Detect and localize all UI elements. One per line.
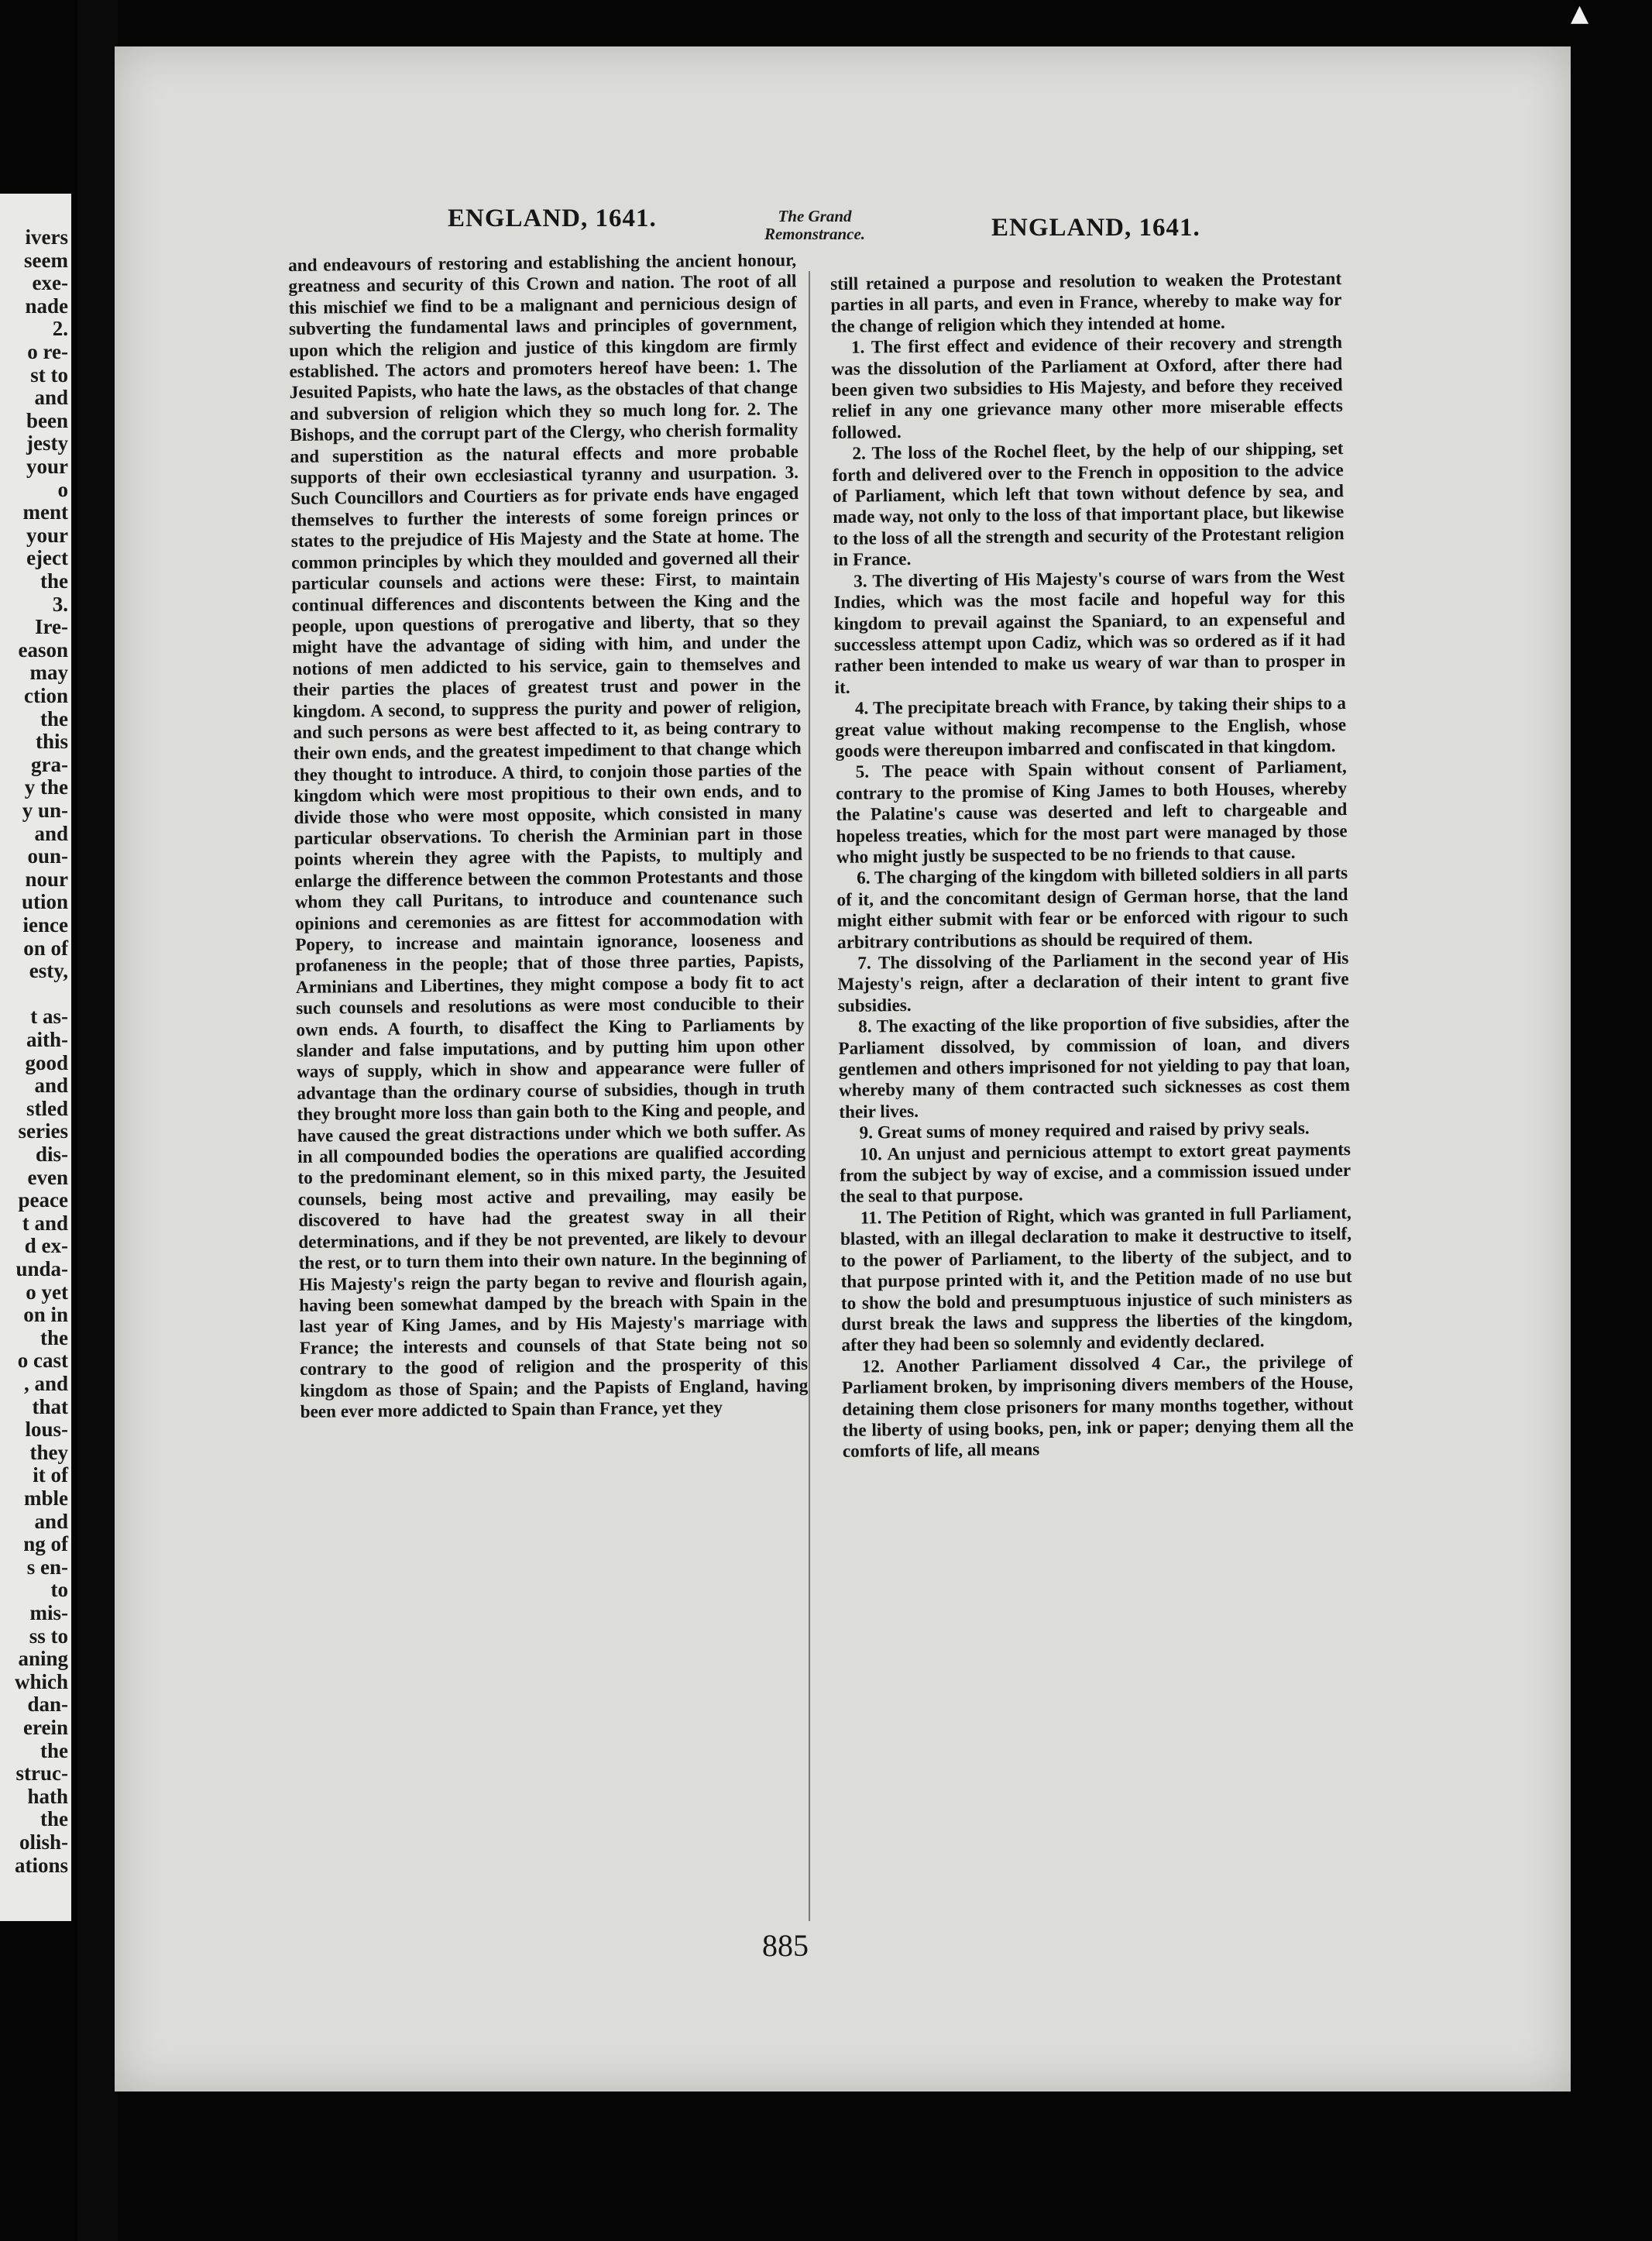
margin-fragment: s en-: [26, 1555, 68, 1579]
margin-fragment: been: [26, 408, 68, 432]
margin-fragment: esty,: [29, 959, 68, 983]
margin-fragment: it of: [33, 1463, 68, 1487]
margin-fragment: the: [40, 1738, 68, 1762]
paragraph: 6. The charging of the kingdom with billeted soldiers in all parts of it, and the concomitant design of German horse, that the land might either submit with fear or be enforced with rigour to such arbitrary contributions as should be required of them.: [836, 863, 1348, 953]
paragraph: 12. Another Parliament dissolved 4 Car., the privilege of Parliament broken, by imprisoning divers members of the House, detaining them close prisoners for many months together, without the liberty of using books, pen, ink or paper; denying them all the comforts of life, all means: [841, 1351, 1354, 1462]
margin-fragment: olish-: [19, 1830, 68, 1854]
margin-fragment: dis-: [35, 1143, 68, 1166]
column-rule: [809, 271, 810, 1921]
margin-fragment: ution: [21, 890, 68, 914]
margin-fragment: lous-: [25, 1418, 68, 1442]
paragraph: 2. The loss of the Rochel fleet, by the help of our shipping, set forth and delivered over to the French in opposition to the advice of Parliament, which left that town without defence by sea, and made way, not only to the loss of that important place, but likewise to the loss of all the strength and security of the Protestant religion in France.: [832, 438, 1345, 571]
margin-fragment: o: [57, 477, 68, 501]
margin-fragment: d ex-: [24, 1234, 68, 1258]
margin-fragment: hath: [27, 1784, 68, 1808]
margin-fragment: Ire-: [35, 615, 68, 639]
margin-fragment: st to: [30, 363, 68, 387]
margin-fragment: the: [40, 1325, 68, 1349]
margin-fragment: that: [32, 1394, 68, 1418]
paragraph: 8. The exacting of the like proportion of five subsidies, after the Parliament dissolved, by commission of loan, and divers gentlemen and others imprisoned for not yielding to pay that loan, whereby many of them contracted such sicknesses as cost them their lives.: [838, 1012, 1351, 1122]
margin-fragment: series: [18, 1119, 68, 1143]
running-head-left: ENGLAND, 1641.: [448, 205, 657, 232]
margin-fragment: jesty: [26, 431, 68, 455]
margin-fragment: , and: [23, 1372, 68, 1395]
facing-page-fragment: [0, 194, 71, 1921]
paragraph: and endeavours of restoring and establishing the ancient honour, greatness and security of this Crown and nation. The root of all this mischief we find to be a malignant and pernicious design of subverting the fundamental laws and principles of government, upon which the religion and justice of this kingdom are firmly established. The actors and promoters hereof have been: 1. The Jesuited Papists, who hate the laws, as the obstacles of that change and subversion of religion which they so much long for. 2. The Bishops, and the corrupt part of the Clergy, who cherish formality and superstition as the natural effects and more probable supports of their own ecclesiastical tyranny and usurpation. 3. Such Councillors and Courtiers as for private ends have engaged themselves to further the interests of some foreign princes or states to the prejudice of His Majesty and the State at home. The common principles by which they moulded and governed all their particular counsels and actions were these: First, to maintain continual differences and discontents between the King and the people, upon questions of prerogative and liberty, that so they might have the advantage of siding with him, and under the notions of men addicted to his service, gain to themselves and their parties the places of greatest trust and power in the kingdom. A second, to suppress the purity and power of religion, and such persons as were best affected to it, as being contrary to their own ends, and the greatest impediment to that change which they thought to introduce. A third, to conjoin those parties of the kingdom which were most propitious to their own ends, and to divide those who were most opposite, which consisted in many particular observations. To cherish the Arminian part in those points wherein they agree with the Papists, to multiply and enlarge the difference between the common Protestants and those whom they call Puritans, to introduce and countenance such opinions and ceremonies as are fittest for accommodation with Popery, to increase and maintain ignorance, looseness and profaneness in the people; that of those three parties, Papists, Arminians and Libertines, they might compose a body fit to act such counsels and resolutions as were most conducible to their own ends. A fourth, to disaffect the King to Parliaments by slander and false imputations, and by putting him upon other ways of supply, which in show and appearance were fuller of advantage than the ordinary course of subsidies, though in truth they brought more loss than gain both to the King and people, and have caused the great distractions under which we both suffer. As in all compounded bodies the operations are qualified according to the predominant element, so in this mixed party, the Jesuited counsels, being most active and prevailing, may easily be discovered to have had the greatest sway in all their determinations, and if they be not prevented, are likely to devour the rest, or to turn them into their own nature. In the beginning of His Majesty's reign the party began to revive and flourish again, having been somewhat damped by the breach with Spain in the last year of King James, and by His Majesty's marriage with France; the interests and counsels of that State being not so contrary to the good of religion and the prosperity of this kingdom as those of Spain; and the Papists of England, having been ever more addicted to Spain than France, yet they: [288, 250, 809, 1422]
margin-fragment: t as-: [30, 1005, 68, 1029]
margin-fragment: o re-: [27, 340, 68, 363]
right-column: [830, 269, 1354, 1463]
margin-fragment: ivers: [25, 225, 68, 249]
corner-marker-icon: ▲: [1571, 0, 1589, 27]
margin-fragment: ng of: [23, 1532, 68, 1556]
margin-fragment: your: [26, 523, 68, 547]
margin-fragment: which: [14, 1669, 68, 1693]
margin-fragment: y un-: [22, 799, 68, 822]
margin-fragment: this: [35, 730, 68, 754]
margin-fragment: aning: [18, 1647, 68, 1671]
margin-fragment: ations: [14, 1853, 68, 1877]
paragraph: 10. An unjust and pernicious attempt to extort great payments from the subject by way of excise, and a commission issued under the seal to that purpose.: [840, 1139, 1351, 1208]
running-head-center: [745, 208, 884, 243]
paragraph: 7. The dissolving of the Parliament in the second year of His Majesty's reign, after a declaration of their intent to grant five subsidies.: [837, 948, 1349, 1016]
page-number: 885: [762, 1928, 809, 1963]
margin-fragment: 3.: [52, 592, 68, 616]
margin-fragment: peace: [18, 1188, 68, 1212]
margin-fragment: seem: [24, 248, 68, 272]
margin-fragment: oun-: [27, 844, 68, 868]
paragraph: 9. Great sums of money required and raised by privy seals.: [859, 1118, 1310, 1143]
margin-fragment: eject: [26, 546, 68, 570]
margin-fragment: aith-: [26, 1028, 68, 1051]
margin-fragment: dan-: [27, 1693, 68, 1717]
paragraph: 11. The Petition of Right, which was granted in full Parliament, blasted, with an illegal declaration to make it destructive to itself, to the power of Parliament, to the liberty of the subject, and to that purpose printed with it, and the Petition made of no use but to show the bold and presumptuous injustice of such ministers as durst break the laws and suppress the liberties of the kingdom, after they had been so solemnly and evidently declared.: [840, 1202, 1353, 1356]
running-head-center-line1: The Grand: [778, 207, 852, 225]
left-column: [288, 250, 809, 1423]
margin-fragment: the: [40, 1807, 68, 1831]
margin-fragment: o cast: [17, 1349, 68, 1373]
margin-fragment: and: [34, 1509, 68, 1533]
paragraph: 3. The diverting of His Majesty's course of wars from the West Indies, which was the most facile and hopeful way for this kingdom to prevail against the Spaniard, to an expenseful and successless attempt upon Cadiz, which was so ordered as if it had rather been intended to make us weary of war than to prosper in it.: [833, 565, 1346, 698]
paragraph: 5. The peace with Spain without consent of Parliament, contrary to the promise of King James to both Houses, whereby the Palatine's cause was deserted and left to chargeable and hopeless treaties, which for the most part were managed by those who might justly be suspected to be no friends to that cause.: [835, 757, 1348, 868]
margin-fragment: and: [34, 1074, 68, 1098]
margin-fragment: unda-: [15, 1257, 68, 1280]
running-head-right: ENGLAND, 1641.: [991, 214, 1200, 242]
paragraph: 4. The precipitate breach with France, by taking their ships to a great value without making recompense to the English, whose goods were thereupon imbarred and confiscated in that kingdom.: [835, 693, 1347, 761]
margin-fragment: struc-: [15, 1762, 68, 1786]
margin-fragment: stled: [26, 1096, 68, 1120]
margin-fragment: ment: [22, 500, 68, 524]
margin-fragment: ss to: [29, 1624, 68, 1648]
paragraph: still retained a purpose and resolution to weaken the Protestant parties in all parts, and even in France, whereby to make way for the change of religion which they intended at home.: [830, 269, 1342, 337]
margin-fragment: 2.: [52, 317, 68, 341]
margin-fragment: t and: [22, 1211, 68, 1235]
margin-fragment: and: [34, 386, 68, 410]
paragraph: 1. The first effect and evidence of their recovery and strength was the dissolution of the Parliament at Oxford, after there had been given two subsidies to His Majesty, and before they received relief in any one grievance many other more miserable effects followed.: [831, 332, 1343, 443]
margin-fragment: your: [26, 455, 68, 478]
margin-fragment: the: [40, 706, 68, 730]
running-head-center-line2: Remonstrance.: [764, 225, 866, 243]
margin-fragment: the: [40, 569, 68, 593]
margin-fragment: y the: [24, 775, 68, 799]
margin-fragment: exe-: [32, 271, 68, 295]
margin-fragment: eason: [18, 638, 68, 662]
margin-fragment: mis-: [29, 1601, 68, 1624]
margin-fragment: on of: [23, 936, 68, 960]
margin-fragment: even: [27, 1165, 68, 1189]
margin-fragment: ience: [22, 913, 68, 937]
margin-fragment: ction: [24, 684, 68, 707]
margin-fragment: nour: [25, 867, 68, 891]
margin-fragment: erein: [23, 1716, 68, 1739]
margin-fragment: nade: [25, 294, 68, 318]
margin-fragment: they: [29, 1440, 68, 1464]
margin-fragment: may: [29, 661, 68, 685]
margin-fragment: good: [25, 1050, 68, 1074]
margin-fragment: mble: [24, 1487, 68, 1510]
margin-fragment: to: [50, 1578, 68, 1602]
margin-fragment: gra-: [31, 752, 68, 776]
margin-fragment: on in: [23, 1303, 68, 1327]
margin-fragment: and: [34, 821, 68, 845]
margin-fragment: o yet: [26, 1280, 68, 1304]
gutter-shadow: [77, 0, 118, 2241]
